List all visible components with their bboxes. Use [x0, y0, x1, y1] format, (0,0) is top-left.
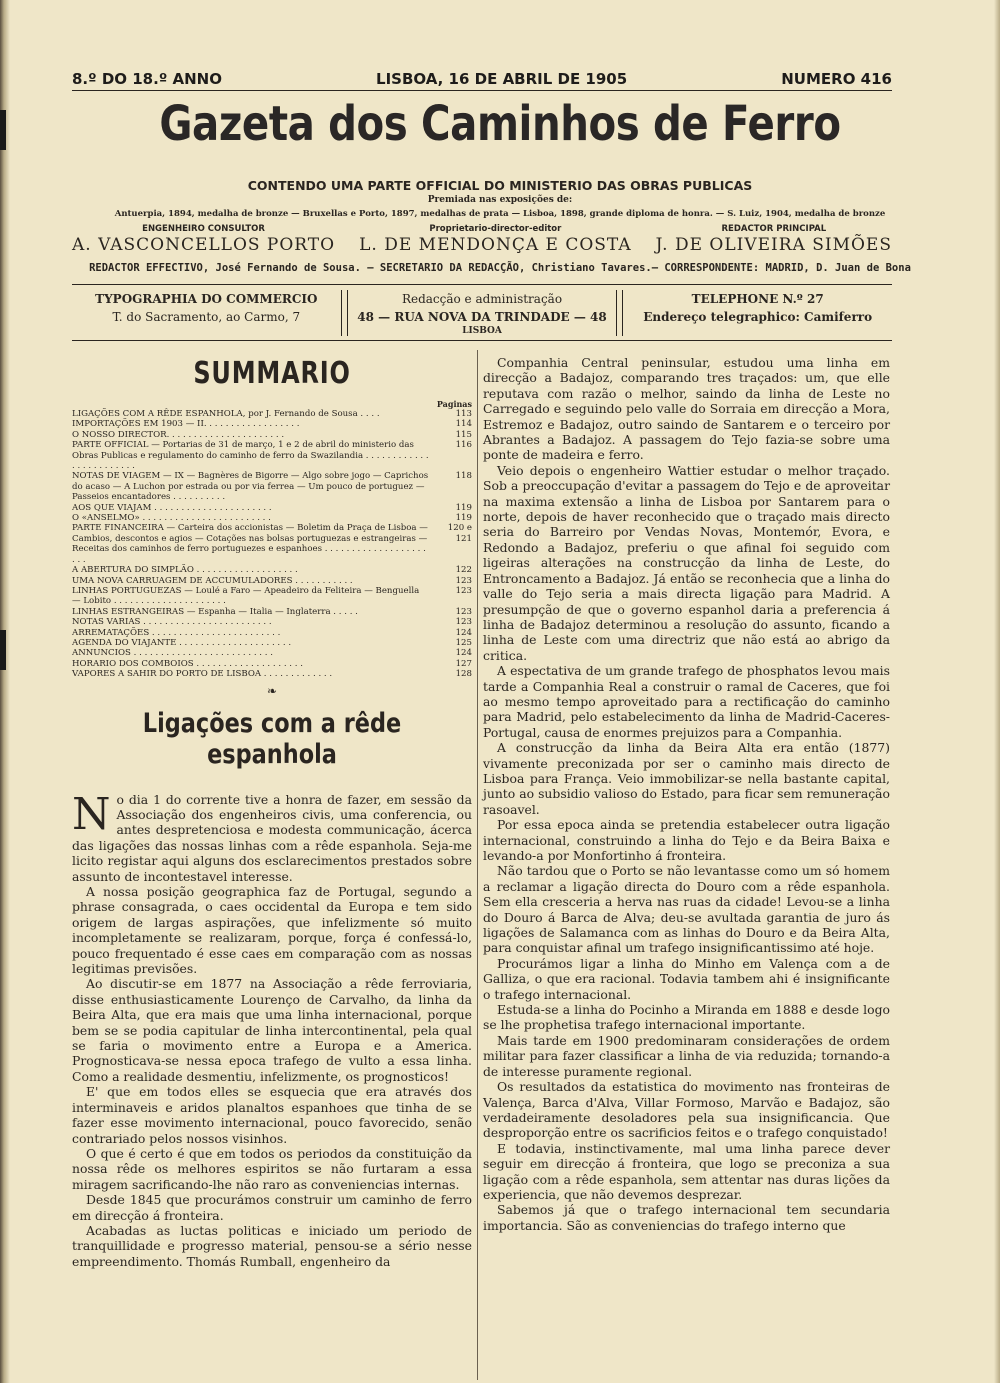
newspaper-subtitle: CONTENDO UMA PARTE OFFICIAL DO MINISTERIO DAS OBRAS PUBLICAS: [247, 178, 753, 193]
summary-item-page: 119: [455, 513, 472, 524]
summary-item: [72, 648, 472, 658]
article-paragraph: Mais tarde em 1900 predominaram considerações de ordem militar para fazer classificar a linha de via reduzida; tornando-a de interesse puramente regional.: [483, 1032, 890, 1079]
article-dropcap: N: [72, 788, 111, 840]
summary-pages-header: Paginas: [436, 399, 472, 409]
summary-item: [72, 659, 472, 669]
summary-item-title: IMPORTAÇÕES EM 1903 — II. . . . . . . . . . . . . . . . . .: [72, 419, 300, 430]
telephone-number: TELEPHONE N.º 27: [691, 292, 824, 306]
staff-redactor: [656, 224, 892, 255]
article-paragraph: A construcção da linha da Beira Alta era então (1877) vivamente preconizada por ser o caminho mais directo de Lisboa para França. Veio immobilizar-se nella bastante capital, junto ao subsidio valioso do Estado, para ficar sem remuneração rasoavel.: [483, 740, 890, 817]
summary-item: [72, 565, 472, 575]
article-body-right: [483, 355, 890, 1233]
right-column: [483, 355, 890, 1233]
staff-role: ENGENHEIRO CONSULTOR: [142, 224, 265, 234]
summary-item-page: 123: [455, 606, 472, 617]
summary-item: [72, 638, 472, 648]
infobox: [72, 290, 892, 336]
summary-item-page: 122: [455, 565, 472, 576]
staff-consultor: [72, 224, 335, 255]
article-paragraph: Procurámos ligar a linha do Minho em Valença com a de Galliza, o que era racional. Todavia tambem ahi é insignificante o trafego internacional.: [483, 955, 890, 1002]
article-paragraph: Sabemos já que o trafego internacional tem secundaria importancia. São as conveniencias do trafego interno que: [483, 1202, 890, 1233]
summary-item-page: 113: [455, 409, 472, 419]
summary-item-title: A ABERTURA DO SIMPLÃO . . . . . . . . . . . . . . . . . . .: [72, 565, 298, 576]
staff-name: L. DE MENDONÇA E COSTA: [359, 235, 632, 255]
infobox-separator: [341, 290, 348, 336]
article-paragraph: o dia 1 do corrente tive a honra de fazer, em sessão da Associação dos engenheiros civis, uma conferencia, ou antes despretenciosa e modesta communicação, ácerca das ligações das nossas linhas com a rêde espanhola. Seja-me licito registar aqui alguns dos esclarecimentos prestados sobre assunto de incontestavel interesse.: [72, 791, 472, 884]
typography-address: T. do Sacramento, ao Carmo, 7: [112, 310, 301, 324]
summary-item-page: 123: [455, 617, 472, 628]
column-divider: [477, 350, 478, 1380]
summary-list: [72, 409, 472, 680]
binding-mark: [0, 630, 6, 670]
article-paragraph: A espectativa de um grande trafego de phosphatos levou mais tarde a Companhia Real a construir o ramal de Caceres, que foi ao mesmo tempo aproveitado para a rectificação do caminho para Madrid, pelo estabelecimento da linha de Madrid-Caceres-Portugal, causa de enormes prejuizos para a Companhia.: [483, 663, 890, 740]
summary-item: [72, 576, 472, 586]
article-paragraph: Por essa epoca ainda se pretendia estabelecer outra ligação internacional, construindo a linha do Tejo e da Beira Baixa e levando-a por Monfortinho á fronteira.: [483, 817, 890, 863]
summary-item-page: 124: [455, 648, 472, 659]
infobox-administration: [348, 290, 617, 336]
summary-item: [72, 669, 472, 679]
awards-list: Antuerpia, 1894, medalha de bronze — Bruxellas e Porto, 1897, medalhas de prata — Lisboa, 1898, grande diploma de honra. — S. Luiz, 1904, medalha de bronze: [114, 209, 886, 219]
article-paragraph: A nossa posição geographica faz de Portugal, segundo a phrase consagrada, o caes occidental da Europa e tem sido origem de largas aspirações, que infelizmente só muito incompletamente se realizaram, porque, força é confessá-lo, pouco frequentado é esse caes em comparação com as nossas legitimas previsões.: [72, 884, 472, 977]
summary-item-title: PARTE FINANCEIRA — Carteira dos accionistas — Boletim da Praça de Lisboa — Cambios, descontos e agios — Cotações nas bolsas portuguezas e estrangeiras — Receitas dos caminhos de ferro portuguezes e espanhoes . . . . . . . . . . . . . . . . . . . . . .: [72, 523, 428, 565]
article-paragraph: Veio depois o engenheiro Wattier estudar o melhor traçado. Sob a preoccupação d'evitar a passagem do Tejo e de aproveitar na maxima extensão a linha de Lisboa por Santarem para o norte, depois de haver reconhecido que o traçado mais directo seria do Barreiro por Vendas Novas, Montemór, Evora, e Redondo a Badajoz, preferiu o que afinal foi seguido com ligeiras alterações na construcção da linha de Leste, do Entroncamento a Badajoz. Já então se reconhecia que a linha do valle do Tejo seria a mais directa ligação para Madrid. A presumpção de que o governo espanhol daria a preferencia á linha de Badajoz determinou a resolução do assunto, ficando a linha de Leste com uma directriz que não está ao abrigo da critica.: [483, 462, 890, 663]
issue-number: NUMERO 416: [781, 70, 892, 88]
article-paragraph: Estuda-se a linha do Pocinho a Miranda em 1888 e desde logo se lhe prophetisa trafego internacional importante.: [483, 1002, 890, 1033]
summary-item-title: PARTE OFFICIAL — Portarias de 31 de março, 1 e 2 de abril do ministerio das Obras Publicas e regulamento do caminho de ferro da Swazilandia . . . . . . . . . . . . . . . . . . . . . . . .: [72, 440, 429, 472]
summary-item-page: 123: [455, 585, 472, 596]
summary-item-page: 118: [455, 471, 472, 482]
summary-item-title: LINHAS ESTRANGEIRAS — Espanha — Italia — Inglaterra . . . . .: [72, 606, 358, 617]
summary-item: [72, 617, 472, 627]
summary-item: [72, 419, 472, 429]
staff-name: J. DE OLIVEIRA SIMÕES: [655, 235, 892, 255]
telegraph-address: Endereço telegraphico: Camiferro: [643, 310, 873, 324]
staff-role: REDACTOR PRINCIPAL: [721, 224, 827, 234]
infobox-separator: [616, 290, 623, 336]
article-body-left: [72, 788, 472, 1270]
summary-item-page: 120 e 121: [447, 523, 472, 544]
summary-item: [72, 471, 472, 502]
summary-item-title: LIGAÇÕES COM A RÊDE ESPANHOLA, por J. Fernando de Sousa . . . .: [72, 409, 380, 419]
article-paragraph: Companhia Central peninsular, estudou uma linha em direcção a Badajoz, comparando tres traçados: um, que elle reputava com razão o melhor, saindo da linha de Leste no Carregado e seguindo pelo valle do Sorraia em direcção a Mora, Estremoz e Badajoz, outro saindo de Santarem e o terceiro por Abrantes a Badajoz. A passagem do Tejo fazia-se sobre uma ponte de madeira e ferro.: [483, 355, 890, 463]
summary-item-page: 114: [455, 419, 472, 430]
awards-heading: Premiada nas exposições de:: [427, 195, 573, 205]
masthead-rule: [72, 90, 892, 91]
summary-item: [72, 430, 472, 440]
infobox-bottom-rule: [72, 340, 892, 341]
summary-item: [72, 440, 472, 471]
summary-item: [72, 503, 472, 513]
issue-date: LISBOA, 16 DE ABRIL DE 1905: [376, 70, 628, 88]
article-paragraph: E todavia, instinctivamente, mal uma linha parece dever seguir em direcção á fronteira, que logo se preconiza a sua ligação com a rêde espanhola, sem attentar nas duras lições da experiencia, que não devemos desprezar.: [483, 1140, 890, 1202]
administration-city: LISBOA: [462, 326, 502, 336]
article-paragraph: Desde 1845 que procurámos construir um caminho de ferro em direcção á fronteira.: [72, 1192, 472, 1223]
article-paragraph: E' que em todos elles se esquecia que era através dos interminaveis e aridos planaltos espanhoes que tinha de se fazer esse movimento internacional, pouco favorecido, senão contrariado pelos nossos visinhos.: [72, 1084, 472, 1146]
summary-item: [72, 523, 472, 565]
article-paragraph: Acabadas as luctas politicas e iniciado um periodo de tranquillidade e progresso material, pensou-se a sério nesse empreendimento. Thomás Rumball, engenheiro da: [72, 1222, 472, 1269]
administration-address: 48 — RUA NOVA DA TRINDADE — 48: [357, 310, 607, 324]
issue-year: 8.º DO 18.º ANNO: [72, 70, 222, 88]
summary-item-title: LINHAS PORTUGUEZAS — Loulé a Faro — Apeadeiro da Feliteira — Benguella — Lobito . . . . . . . . . . . . . . . . . . . . .: [72, 585, 420, 607]
page-edge-right: [994, 0, 1000, 1383]
newspaper-title: Gazeta dos Caminhos de Ferro: [159, 96, 841, 152]
summary-item-page: 128: [455, 669, 472, 680]
summary-title: SUMMARIO: [193, 356, 351, 391]
article-paragraph: O que é certo é que em todos os periodos da constituição da nossa rêde os melhores espiritos se não furtaram a essa miragem sacrificando-lhe não raro as conveniencias internas.: [72, 1145, 472, 1192]
summary-item-page: 124: [455, 627, 472, 638]
summary-item-title: VAPORES A SAHIR DO PORTO DE LISBOA . . . . . . . . . . . . .: [72, 669, 333, 680]
typography-name: TYPOGRAPHIA DO COMMERCIO: [95, 292, 318, 306]
article-title: Ligações com a rêde espanhola: [142, 707, 402, 770]
summary-item-page: 123: [455, 575, 472, 586]
summary-item-title: NOTAS DE VIAGEM — IX — Bagnères de Bigorre — Algo sobre jogo — Caprichos do acaso — A Luchon por estrada ou por via ferrea — Um pouco de portuguez — Passeios encantadores . . . . . . . . . .: [72, 471, 429, 503]
infobox-typography: [72, 290, 341, 336]
summary-item-page: 115: [455, 429, 472, 440]
staff-role: Proprietario-director-editor: [429, 224, 562, 234]
summary-item-page: 127: [455, 658, 472, 669]
administration-label: Redacção e administração: [401, 292, 563, 306]
summary-item-title: ANNUNCIOS . . . . . . . . . . . . . . . . . . . . . . . . . .: [72, 648, 273, 659]
summary-item-title: AGENDA DO VIAJANTE . . . . . . . . . . . . . . . . . . . . .: [72, 637, 292, 648]
redactor-line: REDACTOR EFFECTIVO, José Fernando de Sousa. — SECRETARIO DA REDACÇÃO, Christiano Tavares.— CORRESPONDENTE: MADRID, D. Juan de Bona: [89, 262, 911, 274]
summary-item-title: O «ANSELMO» . . . . . . . . . . . . . . . . . . . . . . . .: [72, 513, 271, 524]
binding-mark: [0, 110, 6, 150]
article-paragraph: Não tardou que o Porto se não levantasse como um só homem a reclamar a ligação directa do Douro com a rêde espanhola. Sem ella cresceria a herva nas ruas da cidade! Levou-se a linha do Douro á Barca de Alva; deu-se avultada garantia de juro ás ligações de Salamanca com as linhas do Douro e da Beira Alta, para conquistar afinal um trafego insignificantissimo até hoje.: [483, 863, 890, 956]
summary-item: [72, 513, 472, 523]
staff-row: [72, 224, 892, 255]
summary-item-page: 119: [455, 502, 472, 513]
staff-name: A. VASCONCELLOS PORTO: [72, 235, 336, 255]
summary-item-title: NOTAS VARIAS . . . . . . . . . . . . . . . . . . . . . . . .: [72, 617, 272, 628]
summary-item-title: UMA NOVA CARRUAGEM DE ACCUMULADORES . . . . . . . . . . .: [72, 575, 353, 586]
summary-item: [72, 586, 472, 607]
summary-item: [72, 628, 472, 638]
staff-director: [359, 224, 631, 255]
summary-item-page: 116: [455, 440, 472, 451]
page-edge-left: [0, 0, 10, 1383]
article-paragraph: Os resultados da estatistica do movimento nas fronteiras de Valença, Barca d'Alva, Villar Formoso, Marvão e Badajoz, são verdadeiramente desoladores pela sua insignificancia. Que desproporção entre os sacrificios feitos e o trafego conquistado!: [483, 1079, 890, 1141]
summary-item-page: 125: [455, 637, 472, 648]
infobox-telephone: [623, 290, 892, 336]
summary-item-title: O NOSSO DIRECTOR. . . . . . . . . . . . . . . . . . . . . .: [72, 429, 285, 440]
infobox-top-rule: [72, 284, 892, 285]
article-paragraph: Ao discutir-se em 1877 na Associação a rêde ferroviaria, disse enthusiasticamente Lourenço de Carvalho, da linha da Beira Alta, que era mais que uma linha internacional, porque bem se se podia capitular de linha intercontinental, pela qual se faria o movimento entre a Europa e a America. Prognosticava-se nessa epoca trafego de vulto a essa linha. Como a realidade desmentiu, infelizmente, os prognosticos!: [72, 976, 472, 1084]
masthead-topline: [72, 70, 892, 88]
summary-item-title: ARREMATAÇÕES . . . . . . . . . . . . . . . . . . . . . . . .: [72, 627, 281, 638]
summary-item: [72, 409, 472, 419]
summary-item: [72, 607, 472, 617]
left-column: [72, 350, 472, 1269]
summary-item-title: AOS QUE VIAJAM . . . . . . . . . . . . . . . . . . . . . .: [72, 502, 272, 513]
ornament-icon: ❧: [266, 683, 278, 698]
summary-item-title: HORARIO DOS COMBOIOS . . . . . . . . . . . . . . . . . . . .: [72, 658, 303, 669]
